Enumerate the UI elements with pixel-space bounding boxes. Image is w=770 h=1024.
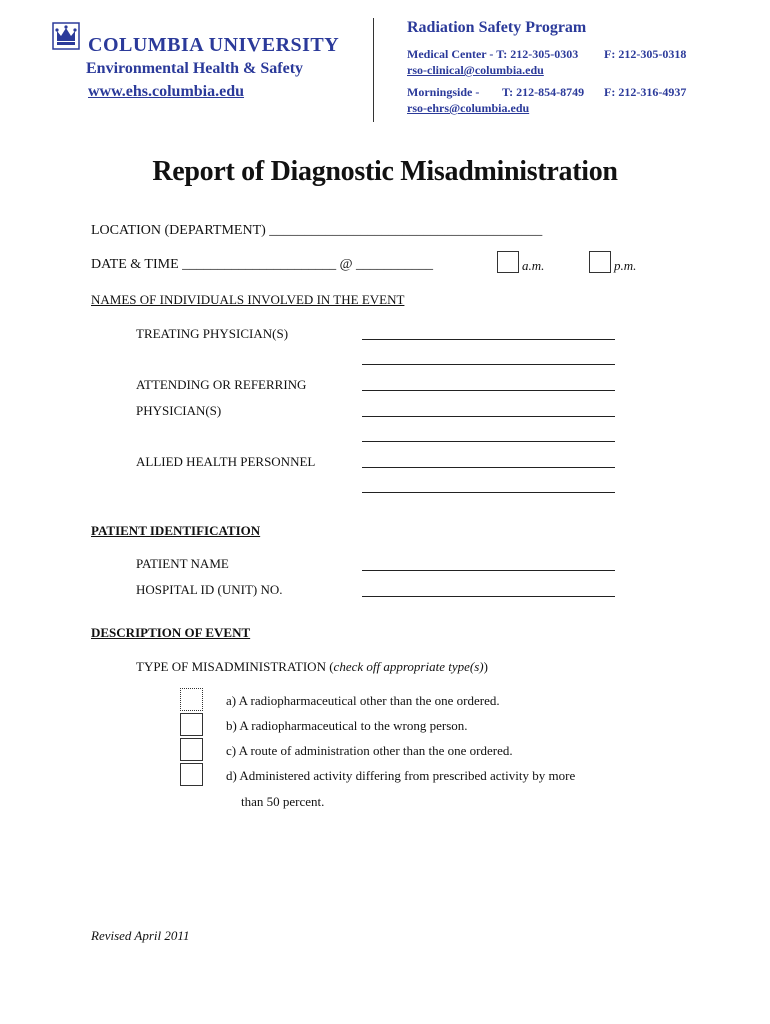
header-divider [373,18,374,122]
patient-name-line[interactable] [362,570,615,571]
morningside-fax: F: 212-316-4937 [604,85,687,99]
patient-name-label: PATIENT NAME [136,556,229,571]
option-d-continuation: than 50 percent. [241,794,325,809]
treating-physician-label: TREATING PHYSICIAN(S) [136,326,289,341]
option-d-label: d) Administered activity differing from prescribed activity by more [226,768,576,783]
option-d-checkbox[interactable] [180,763,203,786]
medical-center-phone: Medical Center - T: 212-305-0303 [407,47,579,61]
physician-label: PHYSICIAN(S) [136,403,222,418]
type-label: TYPE OF MISADMINISTRATION ( [136,659,334,674]
hospital-id-line[interactable] [362,596,615,597]
medical-center-email[interactable]: rso-clinical@columbia.edu [407,63,544,77]
allied-health-line-1[interactable] [362,467,615,468]
page-title: Report of Diagnostic Misadministration [152,156,618,187]
am-checkbox[interactable] [497,251,519,273]
option-b-label: b) A radiopharmaceutical to the wrong person. [226,718,468,733]
pm-checkbox[interactable] [589,251,611,273]
hospital-id-label: HOSPITAL ID (UNIT) NO. [136,582,283,597]
option-c-label: c) A route of administration other than the one ordered. [226,743,513,758]
date-time-field[interactable]: DATE & TIME ______________________ @ ___________ [91,257,434,272]
option-c-checkbox[interactable] [180,738,203,761]
department-name: Environmental Health & Safety [86,60,304,77]
treating-physician-line-2[interactable] [362,364,615,365]
treating-physician-line-1[interactable] [362,339,615,340]
attending-line-1[interactable] [362,390,615,391]
pm-label: p.m. [614,258,637,273]
attending-label: ATTENDING OR REFERRING [136,377,307,392]
option-b-checkbox[interactable] [180,713,203,736]
attending-line-3[interactable] [362,441,615,442]
website-link[interactable]: www.ehs.columbia.edu [88,83,245,100]
type-close: ) [483,659,488,674]
option-a-label: a) A radiopharmaceutical other than the one ordered. [226,693,500,708]
revised-date: Revised April 2011 [91,928,190,943]
am-label: a.m. [522,258,545,273]
allied-health-label: ALLIED HEALTH PERSONNEL [136,454,316,469]
location-field[interactable]: LOCATION (DEPARTMENT) _______________________________________ [91,223,543,238]
option-a-checkbox[interactable] [180,688,203,711]
crown-icon [52,22,80,50]
allied-health-line-2[interactable] [362,492,615,493]
patient-heading: PATIENT IDENTIFICATION [91,523,261,538]
description-heading: DESCRIPTION OF EVENT [91,625,251,640]
morningside-phone: T: 212-854-8749 [502,85,585,99]
medical-center-fax: F: 212-305-0318 [604,47,687,61]
columbia-crown-logo [52,22,80,55]
type-of-misadministration [136,659,488,675]
morningside-label: Morningside - [407,85,480,99]
program-title: Radiation Safety Program [407,19,587,36]
morningside-email[interactable]: rso-ehrs@columbia.edu [407,101,530,115]
attending-line-2[interactable] [362,416,615,417]
type-instruction: check off appropriate type(s) [333,659,484,674]
names-heading: NAMES OF INDIVIDUALS INVOLVED IN THE EVENT [91,292,405,307]
university-name: COLUMBIA UNIVERSITY [88,34,340,56]
